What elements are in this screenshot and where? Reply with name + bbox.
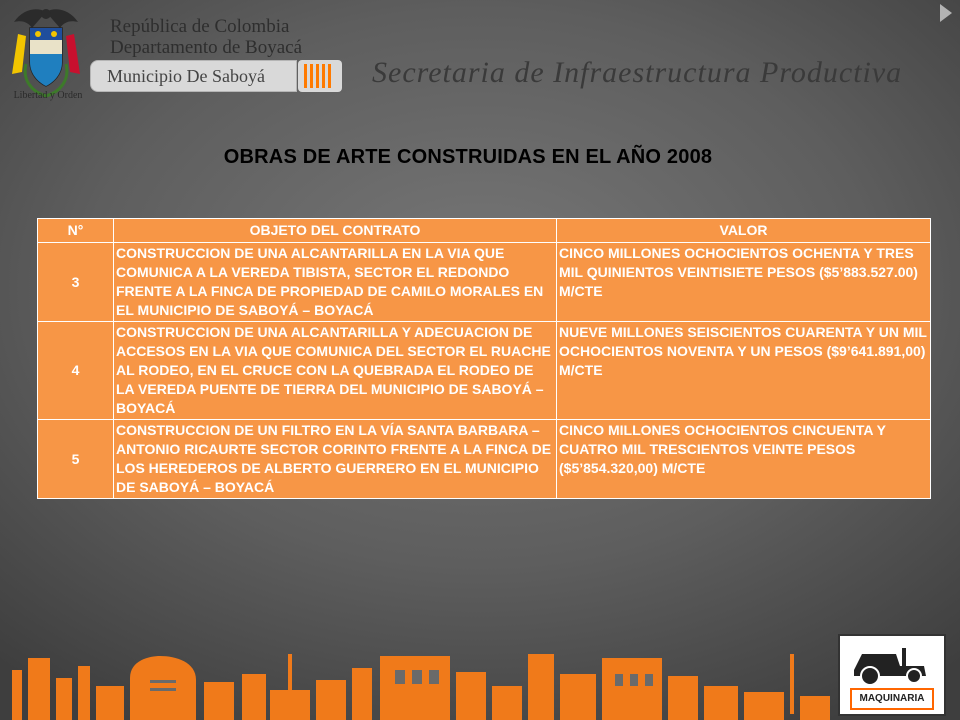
table-header-row	[38, 219, 931, 243]
contracts-table	[37, 218, 931, 499]
municipio-label: Municipio De Saboyá	[107, 66, 265, 86]
page-title-text: OBRAS DE ARTE CONSTRUIDAS EN EL AÑO 2008	[223, 146, 713, 168]
header-num: N°	[38, 219, 114, 243]
tractor-icon	[840, 636, 944, 688]
row-objeto: CONSTRUCCION DE UN FILTRO EN LA VÍA SANTA BARBARA – ANTONIO RICAURTE SECTOR CORINTO FRENTE A LA FINCA DE LOS HEREDEROS DE ALBERTO GUERRERO EN EL MUNICIPIO DE SABOYÁ – BOYACÁ	[114, 420, 557, 499]
header-valor: VALOR	[557, 219, 931, 243]
municipio-banner	[90, 60, 297, 92]
maquinaria-badge[interactable]	[838, 634, 946, 716]
republica-label: República de Colombia	[110, 16, 290, 37]
secretaria-heading: Secretaria de Infraestructura Productiva	[372, 56, 903, 89]
town-skyline-icon	[0, 630, 960, 720]
colombia-coat-of-arms-icon	[8, 4, 84, 104]
table-row	[38, 322, 931, 420]
row-valor: CINCO MILLONES OCHOCIENTOS CINCUENTA Y CUATRO MIL TRESCIENTOS VEINTE PESOS ($5’854.320,00) M/CTE	[557, 420, 931, 499]
row-valor: CINCO MILLONES OCHOCIENTOS OCHENTA Y TRES MIL QUINIENTOS VEINTISIETE PESOS ($5’883.527.00) M/CTE	[557, 243, 931, 322]
row-num: 3	[38, 243, 114, 322]
seal-caption: Libertad y Orden	[13, 90, 83, 101]
row-num: 4	[38, 322, 114, 420]
row-objeto: CONSTRUCCION DE UNA ALCANTARILLA Y ADECUACION DE ACCESOS EN LA VIA QUE COMUNICA DEL SECTOR EL RUACHE AL RODEO, EN EL CRUCE CON LA QUEBRADA EL RODEO DE LA VEREDA PUENTE DE TIERRA DEL MUNICIPIO DE SABOYÁ – BOYACÁ	[114, 322, 557, 420]
row-num: 5	[38, 420, 114, 499]
maquinaria-label: MAQUINARIA	[850, 688, 934, 710]
table-row	[38, 243, 931, 322]
page-title	[0, 146, 960, 169]
municipal-stripes-icon	[298, 60, 342, 92]
header	[0, 0, 960, 110]
header-objeto: OBJETO DEL CONTRATO	[114, 219, 557, 243]
departamento-label: Departamento de Boyacá	[110, 37, 303, 58]
row-valor: NUEVE MILLONES SEISCIENTOS CUARENTA Y UN MIL OCHOCIENTOS NOVENTA Y UN PESOS ($9’641.891,00) M/CTE	[557, 322, 931, 420]
table-row	[38, 420, 931, 499]
row-objeto: CONSTRUCCION DE UNA ALCANTARILLA EN LA VIA QUE COMUNICA A LA VEREDA TIBISTA, SECTOR EL REDONDO FRENTE A LA FINCA DE PROPIEDAD DE CAMILO MORALES EN EL MUNICIPIO DE SABOYÁ – BOYACÁ	[114, 243, 557, 322]
